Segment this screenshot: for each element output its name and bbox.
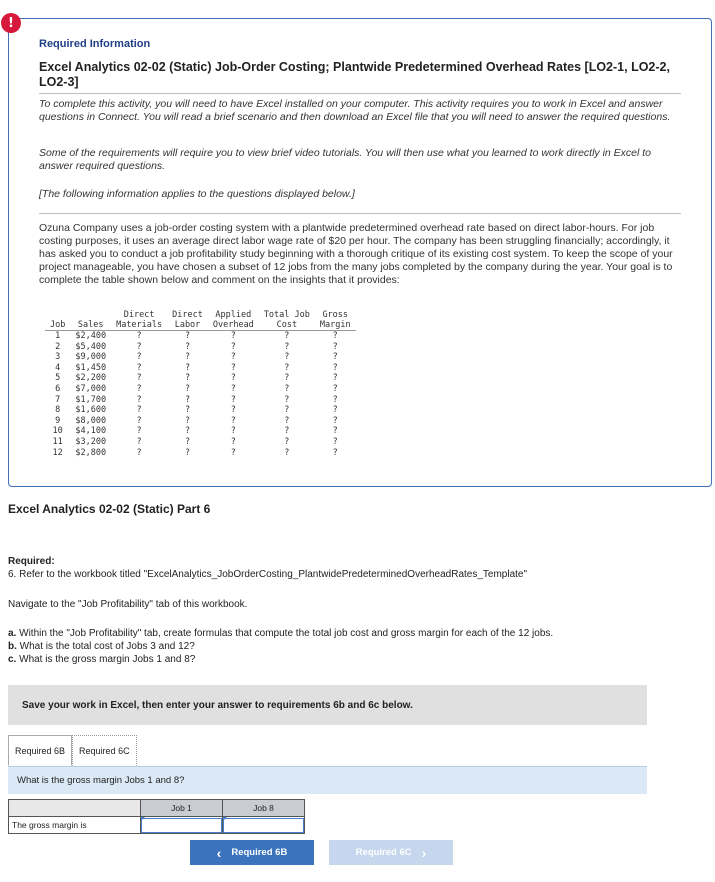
input-marker-icon (223, 817, 227, 821)
answer-table (8, 799, 305, 834)
table-cell: $2,800 (75, 447, 107, 458)
table-cell: ? (284, 383, 290, 394)
table-cell: ? (284, 362, 290, 373)
requirement-tabs (8, 735, 137, 766)
intro-text: To complete this activity, you will need to have Excel installed on your computer. This activity requires you to work in Excel and answer questions in Connect. You will read a brief scenario and then download an Excel file that you will need to answer the required questions. (39, 98, 671, 123)
table-cell: ? (184, 415, 191, 426)
table-cell: 5 (55, 373, 61, 384)
col-header-gross-margin: Gross Margin (319, 310, 351, 330)
table-cell: ? (136, 352, 142, 363)
table-cell: ? (136, 373, 142, 384)
answer-col-job-1: Job 1 (141, 800, 223, 817)
chevron-right-icon: › (421, 844, 427, 861)
required-label: Required: (8, 556, 55, 567)
table-cell: ? (230, 415, 236, 426)
next-required-6c-button[interactable] (329, 840, 453, 865)
table-cell: ? (230, 426, 236, 437)
table-cell: ? (136, 341, 142, 352)
video-note: Some of the requirements will require you to view brief video tutorials. You will then use what you learned to work directly in Excel to answer required questions. (39, 147, 652, 172)
jobs-table-body (45, 331, 356, 459)
col-header-applied-overhead: Applied Overhead (212, 310, 254, 330)
table-cell: $7,000 (75, 383, 107, 394)
table-cell: ? (332, 373, 338, 384)
table-cell: ? (284, 426, 290, 437)
table-cell: ? (184, 394, 191, 405)
divider (39, 93, 681, 94)
col-header-job: Job (50, 320, 66, 330)
table-cell: ? (332, 426, 338, 437)
table-cell: ? (136, 447, 142, 458)
prev-button-label: Required 6B (231, 847, 288, 858)
table-cell: 12 (52, 447, 63, 458)
answer-col-job-8: Job 8 (223, 800, 305, 817)
table-cell: ? (284, 394, 290, 405)
scenario-text: Ozuna Company uses a job-order costing system with a plantwide predetermined overhead rate based on direct labor-hours. For job costing purposes, it uses an average direct labor wage rate of $20 per hour. The company has been struggling financially; accordingly, it has asked you to conduct a job profitability study beginning with a thorough critique of its existing cost system. To keep the scope of your project manageable, you have chosen a subset of 12 jobs from the many jobs completed by the company during the year. Your goal is to complete the table shown below and comment on the insights that it provides: (39, 222, 673, 286)
table-row (45, 384, 356, 395)
activity-title: Excel Analytics 02-02 (Static) Job-Order Costing; Plantwide Predetermined Overhead Rates [LO2-1, LO2-2, LO2-3] (39, 60, 670, 89)
requirement-6-text: 6. Refer to the workbook titled "ExcelAnalytics_JobOrderCosting_PlantwidePredeterminedOverheadRates_Template" (8, 569, 528, 580)
table-cell: ? (259, 331, 315, 342)
table-cell: ? (332, 415, 338, 426)
table-cell: 8 (55, 405, 61, 416)
table-cell: 6 (55, 383, 61, 394)
table-cell: ? (230, 373, 236, 384)
jobs-table (45, 310, 356, 458)
col-header-sales: Sales (77, 320, 104, 330)
table-cell: 2 (55, 341, 61, 352)
table-cell: 7 (55, 394, 61, 405)
table-cell: $2,400 (70, 331, 111, 342)
table-cell: ? (136, 394, 142, 405)
answer-header-blank (9, 800, 141, 817)
answer-header-row (9, 800, 305, 817)
jobs-table-header-row (45, 310, 356, 331)
table-cell: ? (230, 436, 236, 447)
table-row (45, 448, 356, 459)
table-cell: ? (284, 373, 290, 384)
table-cell: $3,200 (75, 436, 107, 447)
table-cell: ? (230, 383, 236, 394)
table-cell: ? (230, 394, 236, 405)
table-cell: $9,000 (75, 352, 107, 363)
table-cell: ? (315, 331, 356, 342)
table-cell: ? (184, 373, 191, 384)
table-cell: ? (184, 362, 191, 373)
table-cell: ? (332, 383, 338, 394)
tab-required-6c[interactable]: Required 6C (72, 735, 137, 766)
table-cell: ? (136, 405, 142, 416)
table-cell: $8,000 (75, 415, 107, 426)
table-cell: ? (230, 447, 236, 458)
part-title: Excel Analytics 02-02 (Static) Part 6 (8, 502, 211, 516)
table-row (45, 352, 356, 363)
table-cell: ? (284, 447, 290, 458)
table-cell: ? (332, 394, 338, 405)
save-instruction-box: Save your work in Excel, then enter your answer to requirements 6b and 6c below. (8, 685, 647, 725)
table-cell: 10 (52, 426, 63, 437)
table-cell: ? (332, 341, 338, 352)
col-header-total-job-cost: Total Job Cost (263, 310, 310, 330)
table-cell: ? (230, 341, 236, 352)
table-cell: ? (230, 362, 236, 373)
answer-row-gross-margin (9, 817, 305, 834)
question-list (8, 627, 553, 666)
table-cell: $4,100 (75, 426, 107, 437)
table-cell: ? (184, 383, 191, 394)
table-cell: $1,700 (75, 394, 107, 405)
table-cell: 11 (52, 436, 63, 447)
table-cell: ? (284, 352, 290, 363)
answer-row-label: The gross margin is (9, 817, 141, 834)
table-cell: 1 (45, 331, 70, 342)
table-row (45, 437, 356, 448)
table-cell: 9 (55, 415, 61, 426)
table-cell: ? (136, 362, 142, 373)
required-information-box (8, 15, 712, 487)
prev-required-6b-button[interactable] (190, 840, 314, 865)
table-cell: ? (184, 405, 191, 416)
alert-icon (1, 13, 21, 33)
table-cell: ? (136, 426, 142, 437)
answer-cell-job-1 (141, 817, 223, 834)
table-cell: ? (136, 436, 142, 447)
table-row (45, 405, 356, 416)
answer-cell-job-8 (223, 817, 305, 834)
table-cell: $1,600 (75, 405, 107, 416)
table-cell: ? (284, 415, 290, 426)
table-cell: ? (184, 436, 191, 447)
table-cell: ? (184, 426, 191, 437)
table-cell: ? (208, 331, 259, 342)
table-cell: ? (332, 352, 338, 363)
question-prompt: What is the gross margin Jobs 1 and 8? (8, 766, 647, 794)
table-cell: $1,450 (75, 362, 107, 373)
table-cell: ? (284, 436, 290, 447)
table-cell: ? (111, 331, 167, 342)
table-cell: ? (136, 415, 142, 426)
table-row (45, 373, 356, 384)
required-information-heading: Required Information (39, 38, 151, 50)
input-marker-icon (141, 817, 145, 821)
applies-note: [The following information applies to the questions displayed below.] (39, 188, 355, 200)
chevron-left-icon: ‹ (216, 844, 222, 861)
tab-required-6b[interactable]: Required 6B (8, 735, 72, 766)
table-cell: ? (332, 436, 338, 447)
table-cell: $2,200 (75, 373, 107, 384)
question-item: c. What is the gross margin Jobs 1 and 8? (8, 654, 196, 665)
gross-margin-job-1-input[interactable] (141, 818, 222, 833)
question-item: b. What is the total cost of Jobs 3 and 12? (8, 641, 195, 652)
table-cell: $5,400 (75, 341, 107, 352)
col-header-direct-materials: Direct Materials (116, 310, 163, 330)
gross-margin-job-8-input[interactable] (223, 818, 304, 833)
table-cell: 4 (55, 362, 61, 373)
table-row (45, 426, 356, 437)
table-cell: ? (332, 447, 338, 458)
table-cell: 3 (55, 352, 61, 363)
table-cell: ? (332, 362, 338, 373)
table-cell: ? (184, 341, 191, 352)
table-cell: ? (184, 352, 191, 363)
table-cell: ? (230, 352, 236, 363)
table-row (45, 363, 356, 374)
table-cell: ? (284, 405, 290, 416)
table-row (45, 416, 356, 427)
table-row (45, 331, 356, 342)
table-cell: ? (332, 405, 338, 416)
table-row (45, 342, 356, 353)
table-cell: ? (284, 341, 290, 352)
next-button-label: Required 6C (355, 847, 412, 858)
table-cell: ? (230, 405, 236, 416)
table-cell: ? (167, 331, 208, 342)
table-cell: ? (136, 383, 142, 394)
navigate-instruction: Navigate to the "Job Profitability" tab of this workbook. (8, 599, 248, 610)
alert-glyph: ! (8, 15, 14, 31)
col-header-direct-labor: Direct Labor (172, 310, 203, 330)
divider (39, 213, 681, 214)
question-item: a. Within the "Job Profitability" tab, create formulas that compute the total job cost and gross margin for each of the 12 jobs. (8, 628, 554, 639)
table-cell: ? (184, 447, 191, 458)
table-row (45, 395, 356, 406)
